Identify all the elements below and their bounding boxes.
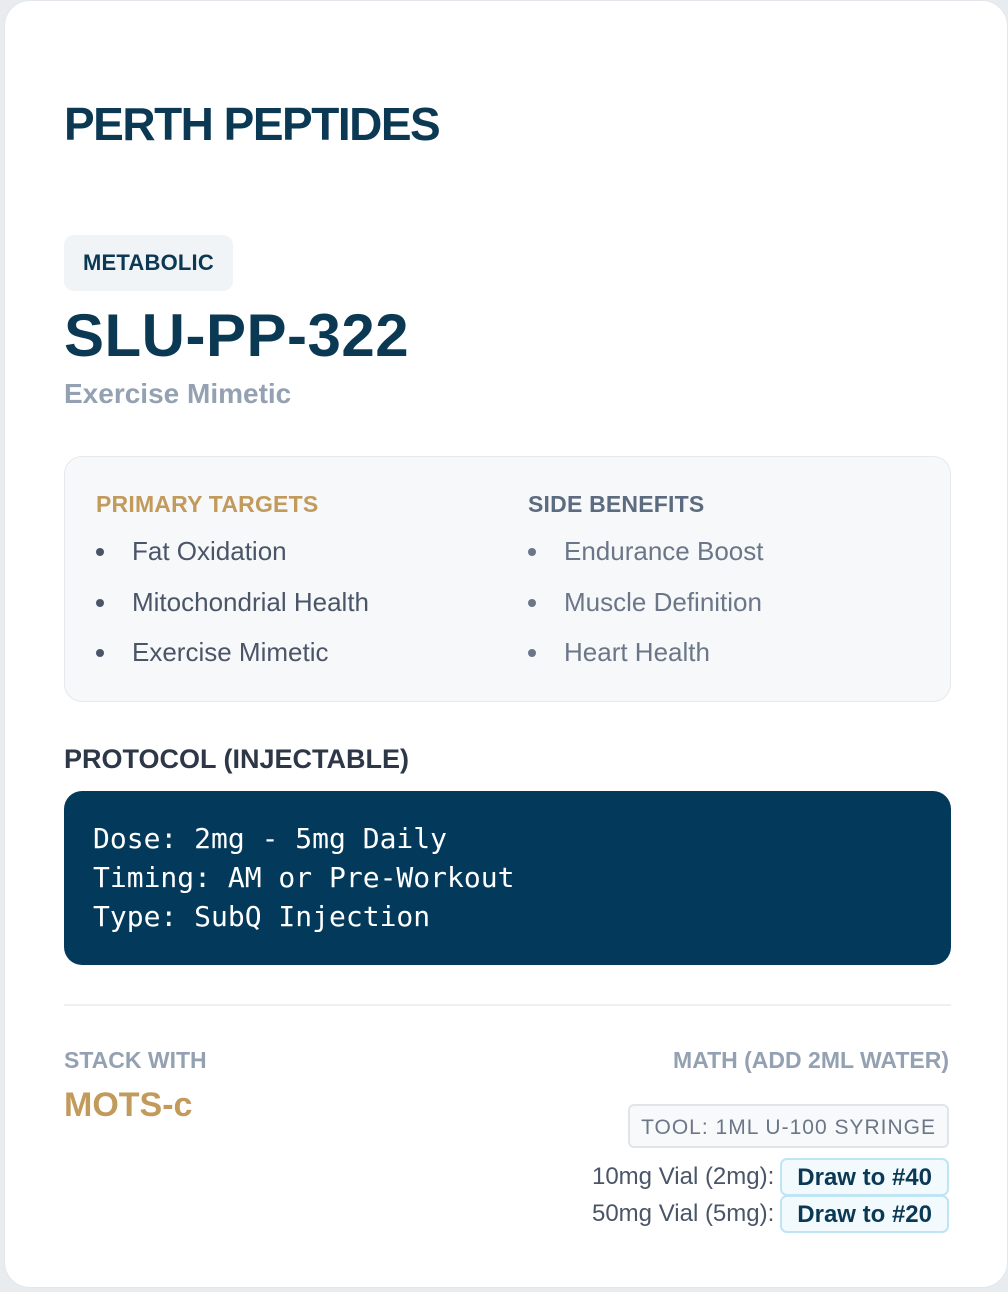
list-item bbox=[528, 577, 763, 628]
protocol-code-block bbox=[64, 791, 951, 965]
bullet-icon bbox=[96, 649, 104, 657]
list-item-label: Exercise Mimetic bbox=[132, 637, 329, 667]
protocol-timing-line: Timing: AM or Pre-Workout bbox=[93, 861, 515, 894]
list-item-label: Heart Health bbox=[564, 637, 710, 667]
side-benefits-column bbox=[528, 491, 763, 678]
list-item-label: Endurance Boost bbox=[564, 536, 764, 566]
benefits-panel bbox=[64, 456, 951, 702]
list-item bbox=[96, 577, 369, 628]
protocol-title: PROTOCOL (INJECTABLE) bbox=[64, 744, 410, 774]
protocol-type-line: Type: SubQ Injection bbox=[93, 900, 431, 933]
primary-targets-column bbox=[96, 491, 369, 678]
stack-with-value: MOTS-c bbox=[64, 1086, 193, 1124]
math-label: MATH (ADD 2ML WATER) bbox=[673, 1047, 949, 1073]
list-item bbox=[528, 526, 763, 577]
peptide-card bbox=[4, 0, 1008, 1288]
list-item-label: Mitochondrial Health bbox=[132, 586, 370, 617]
stack-with-label: STACK WITH bbox=[64, 1047, 207, 1073]
primary-targets-list bbox=[96, 526, 369, 678]
category-badge: METABOLIC bbox=[64, 235, 233, 291]
list-item-label: Fat Oxidation bbox=[132, 536, 287, 566]
product-subtitle: Exercise Mimetic bbox=[64, 378, 292, 409]
side-benefits-title: SIDE BENEFITS bbox=[528, 491, 705, 517]
draw-amount-pill: Draw to #20 bbox=[780, 1195, 949, 1233]
brand-title: PERTH PEPTIDES bbox=[64, 98, 440, 150]
primary-targets-title: PRIMARY TARGETS bbox=[96, 491, 319, 517]
product-name: SLU-PP-322 bbox=[64, 302, 410, 369]
bullet-icon bbox=[96, 599, 104, 607]
list-item bbox=[96, 627, 369, 678]
protocol-dose-line: Dose: 2mg - 5mg Daily bbox=[93, 822, 448, 855]
side-benefits-list bbox=[528, 526, 763, 678]
section-divider bbox=[64, 1004, 951, 1006]
bullet-icon bbox=[528, 599, 536, 607]
tool-badge: TOOL: 1ML U-100 SYRINGE bbox=[628, 1104, 949, 1148]
draw-amount-pill: Draw to #40 bbox=[780, 1158, 949, 1196]
bullet-icon bbox=[528, 649, 536, 657]
bullet-icon bbox=[528, 548, 536, 556]
bullet-icon bbox=[96, 548, 104, 556]
list-item bbox=[96, 526, 369, 577]
vial-label: 10mg Vial (2mg): bbox=[591, 1163, 775, 1190]
list-item bbox=[528, 627, 763, 678]
dose-calc-row bbox=[592, 1195, 949, 1233]
vial-label: 50mg Vial (5mg): bbox=[591, 1200, 775, 1227]
list-item-label: Muscle Definition bbox=[564, 586, 762, 617]
dose-calc-row bbox=[592, 1158, 949, 1196]
